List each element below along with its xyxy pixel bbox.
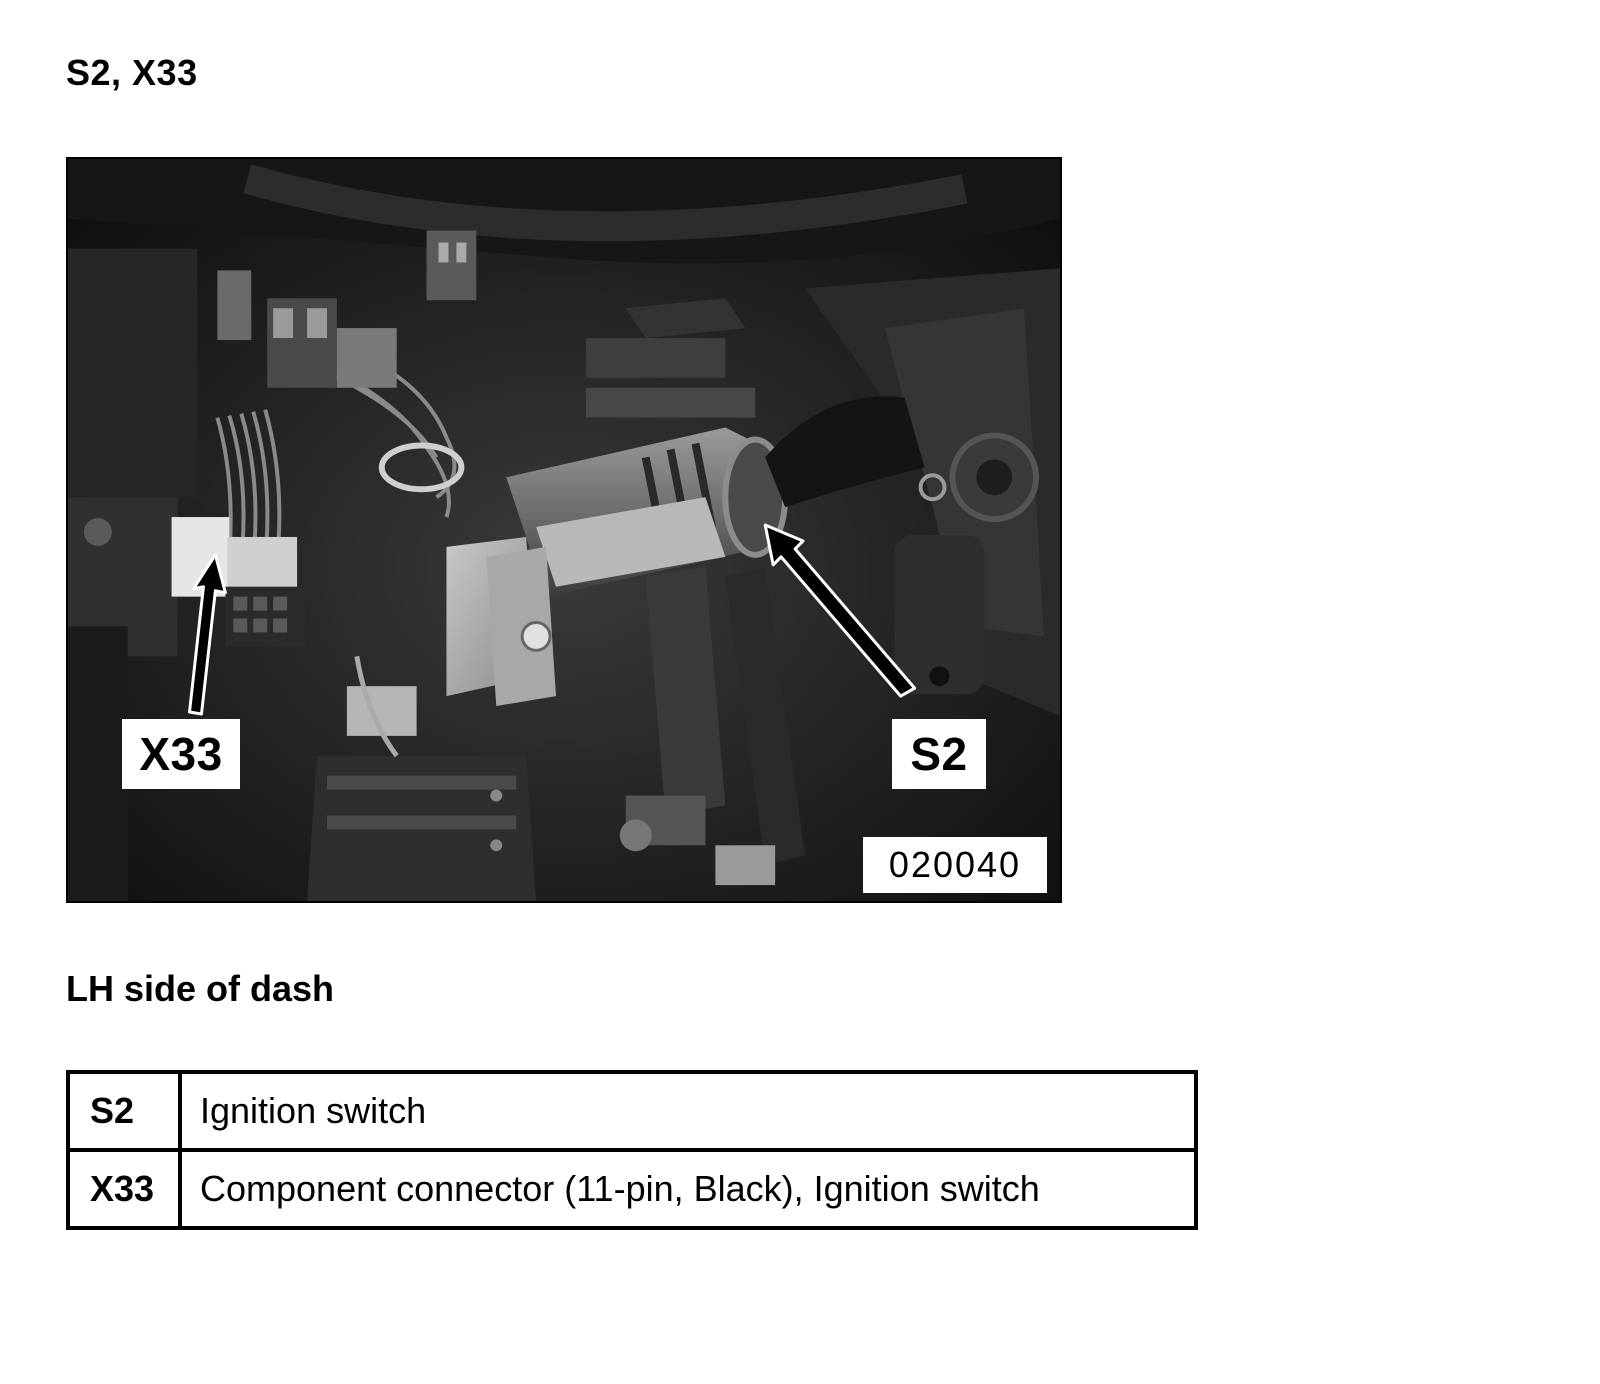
component-legend-table xyxy=(66,1070,1198,1230)
legend-code: X33 xyxy=(68,1150,180,1228)
legend-row xyxy=(68,1150,1196,1228)
callout-x33: X33 xyxy=(122,719,240,789)
legend-description: Ignition switch xyxy=(180,1072,1196,1150)
legend-row xyxy=(68,1072,1196,1150)
page-title: S2, X33 xyxy=(66,52,198,93)
photo-id-label: 020040 xyxy=(863,837,1047,893)
legend-code: S2 xyxy=(68,1072,180,1150)
callout-s2: S2 xyxy=(892,719,986,789)
component-location-photo xyxy=(66,157,1062,903)
dash-underside-image xyxy=(68,159,1060,901)
photo-caption: LH side of dash xyxy=(66,968,335,1009)
legend-description: Component connector (11-pin, Black), Ignition switch xyxy=(180,1150,1196,1228)
